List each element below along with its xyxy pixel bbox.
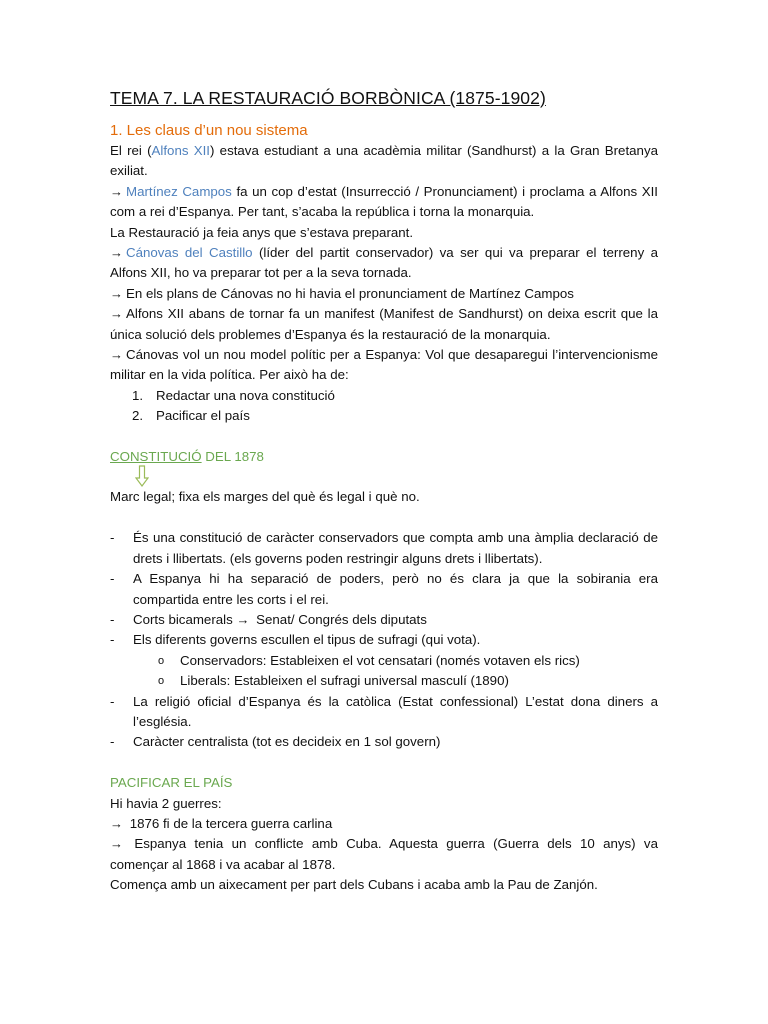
list-item: - Caràcter centralista (tot es decideix en 1 sol govern) — [110, 734, 441, 750]
arrow-icon: → — [110, 183, 123, 199]
paragraph-cuba: → Espanya tenia un conflicte amb Cuba. Aquesta guerra (Guerra dels 10 anys) va començar al 1868 i va acabar al 1878. — [110, 836, 658, 872]
paragraph-marc: Marc legal; fixa els marges del què és legal i què no. — [110, 489, 420, 505]
arrow-icon: → — [110, 836, 123, 852]
paragraph-aixecament: Comença amb un aixecament per part dels Cubans i acaba amb la Pau de Zanjón. — [110, 877, 598, 893]
paragraph-carlina: → 1876 fi de la tercera guerra carlina — [110, 815, 333, 831]
sub-list-item: o Conservadors: Estableixen el vot censatari (només votaven els rics) — [158, 652, 580, 668]
name-martinez: Martínez Campos — [126, 183, 232, 199]
list-item: - A Espanya hi ha separació de poders, però no és clara ja que la sobirania era compartida entre les corts i el rei. — [110, 571, 658, 607]
arrow-icon: → — [110, 245, 123, 261]
name-alfons: Alfons XII — [151, 143, 210, 158]
paragraph-model: → Cánovas vol un nou model polític per a Espanya: Vol que desaparegui l’intervencionisme militar en la vida política. Per això ha de: — [110, 347, 658, 383]
list-item: - La religió oficial d’Espanya és la catòlica (Estat confessional) L’estat dona diners a l’església. — [110, 693, 658, 729]
name-canovas: Cánovas del Castillo — [126, 245, 253, 261]
arrow-icon: → — [110, 815, 123, 831]
paragraph-guerres: Hi havia 2 guerres: — [110, 795, 222, 811]
paragraph-canovas: → Cánovas del Castillo (líder del partit conservador) va ser qui va preparar el terreny a Alfons XII, ho va preparar tot per a la seva tornada. — [110, 245, 658, 281]
paragraph-plans: → En els plans de Cánovas no hi havia el pronunciament de Martínez Campos — [110, 285, 574, 301]
section-heading-claus: 1. Les claus d’un nou sistema — [110, 122, 308, 139]
list-item: 1. Redactar una nova constitució — [132, 387, 335, 403]
section-heading-pacificar: PACIFICAR EL PAÍS — [110, 775, 233, 791]
arrow-icon: → — [110, 306, 123, 322]
document-body — [110, 86, 658, 896]
arrow-icon: → — [236, 611, 250, 627]
list-item: 2. Pacificar el país — [132, 408, 250, 424]
sub-list-item: o Liberals: Estableixen el sufragi universal masculí (1890) — [158, 673, 509, 689]
paragraph-restauracio: La Restauració ja feia anys que s’estava preparant. — [110, 224, 414, 240]
arrow-icon: → — [110, 285, 123, 301]
list-item: - Corts bicamerals → Senat/ Congrés dels diputats — [110, 611, 427, 627]
numbered-list — [110, 386, 658, 427]
down-arrow-icon — [110, 467, 658, 487]
arrow-icon: → — [110, 347, 123, 363]
paragraph-martinez: → Martínez Campos fa un cop d’estat (Insurrecció / Pronunciament) i proclama a Alfons XII com a rei d’Espanya. Per tant, s’acaba la república i torna la monarquia. — [110, 183, 659, 220]
paragraph-rei: El rei (Alfons XII) estava estudiant a una acadèmia militar (Sandhurst) a la Gran Bretanya exiliat. — [110, 143, 658, 179]
list-item: - És una constitució de caràcter conservadors que compta amb una àmplia declaració de drets i llibertats. (els governs poden restringir alguns drets i llibertats). — [110, 530, 658, 566]
page-title: TEMA 7. LA RESTAURACIÓ BORBÒNICA (1875-1902) — [110, 88, 546, 108]
list-item: - Els diferents governs escullen el tipus de sufragi (qui vota). — [110, 632, 481, 648]
paragraph-manifest: → Alfons XII abans de tornar fa un manifest (Manifest de Sandhurst) on deixa escrit que la única solució dels problemes d’Espanya és la restauració de la monarquia. — [110, 306, 658, 342]
section-heading-constitucio: CONSTITUCIÓ DEL 1878 — [110, 449, 264, 465]
